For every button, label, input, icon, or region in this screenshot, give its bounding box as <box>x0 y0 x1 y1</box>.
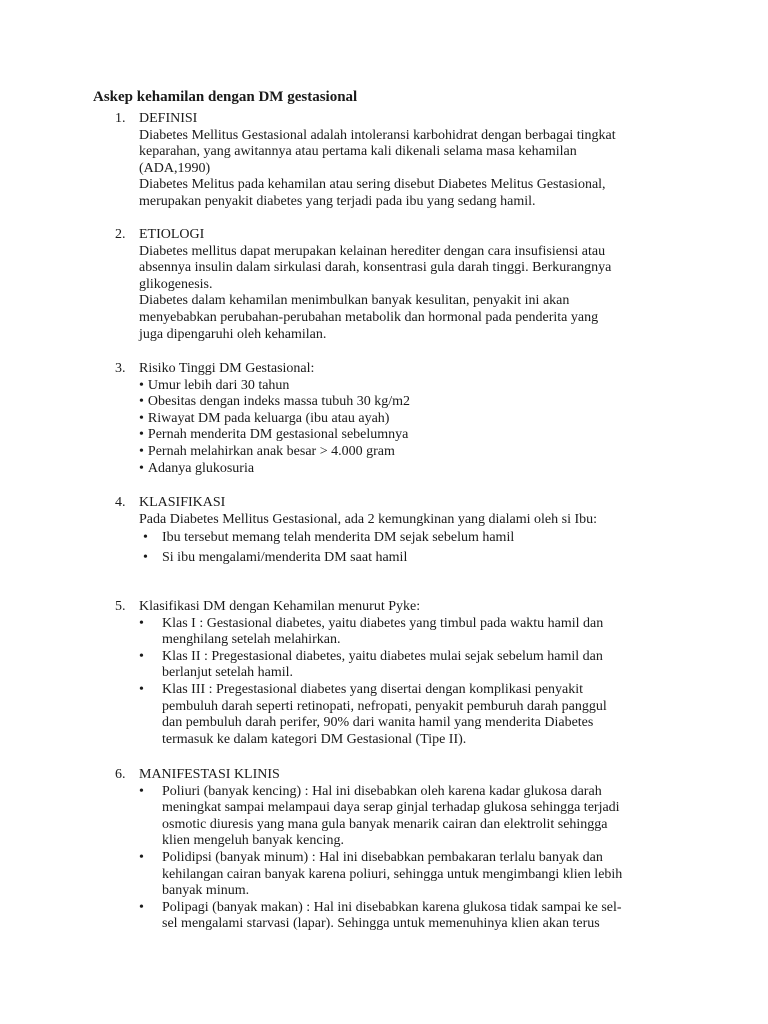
list-item-text: Obesitas dengan indeks massa tubuh 30 kg/m2 <box>147 394 410 410</box>
bullet-icon: • <box>139 899 144 915</box>
list-item-text: Pernah menderita DM gestasional sebelumnya <box>147 427 409 443</box>
paragraph-line: merupakan penyakit diabetes yang terjadi pada ibu yang sedang hamil. <box>139 193 536 209</box>
bullet-icon: • <box>139 681 144 697</box>
list-item <box>139 550 679 567</box>
bullet-icon: • <box>139 783 144 799</box>
list-item-text: Adanya glukosuria <box>147 460 255 476</box>
list-item <box>139 427 679 444</box>
bullet-icon: • <box>143 530 148 546</box>
list-item <box>139 394 679 411</box>
list-item-text: Polidipsi (banyak minum) : Hal ini disebabkan pembakaran terlalu banyak dan <box>162 849 603 865</box>
list-item-text: Pernah melahirkan anak besar > 4.000 gram <box>147 443 395 459</box>
bullet-icon <box>139 378 148 393</box>
list-item-text: pembuluh darah seperti retinopati, nefropati, penyakit pemburuh darah panggul <box>162 698 607 714</box>
paragraph-line: glikogenesis. <box>139 276 213 292</box>
list-item <box>139 616 679 649</box>
pyke-list <box>139 616 679 749</box>
section-body <box>139 227 679 343</box>
section-body <box>139 361 679 477</box>
list-item <box>139 682 679 748</box>
bullet-icon <box>139 444 148 459</box>
bullet-icon <box>139 427 148 442</box>
list-item-text: dan pembuluh darah perifer, 90% dari wanita hamil yang menderita Diabetes <box>162 715 594 731</box>
list-item-text: Klas II : Pregestasional diabetes, yaitu diabetes mulai sejak sebelum hamil dan <box>162 648 603 664</box>
classification-list <box>139 530 679 566</box>
list-item <box>139 850 679 900</box>
list-item <box>139 461 679 478</box>
list-item-text: termasuk ke dalam kategori DM Gestasional (Tipe II). <box>162 731 467 747</box>
bullet-icon <box>139 461 148 476</box>
list-item-text: Riwayat DM pada keluarga (ibu atau ayah) <box>147 410 390 426</box>
list-item <box>139 378 679 395</box>
manifestasi-list <box>139 784 679 933</box>
section-heading: Klasifikasi DM dengan Kehamilan menurut Pyke: <box>139 599 421 614</box>
section-number: 6. <box>115 767 126 782</box>
section-number: 4. <box>115 495 126 510</box>
bullet-icon <box>139 411 148 426</box>
paragraph-line: Diabetes Melitus pada kehamilan atau sering disebut Diabetes Melitus Gestasional, <box>139 177 606 193</box>
section-body <box>139 111 679 211</box>
section-heading: DEFINISI <box>139 111 198 126</box>
list-item <box>139 411 679 428</box>
document-title: Askep kehamilan dengan DM gestasional <box>93 89 358 105</box>
bullet-icon: • <box>139 648 144 664</box>
paragraph-line: Diabetes Mellitus Gestasional adalah intoleransi karbohidrat dengan berbagai tingkat <box>139 127 616 143</box>
list-item-text: meningkat sampai melampaui daya serap ginjal terhadap glukosa sehingga terjadi <box>162 800 620 816</box>
bullet-icon: • <box>139 615 144 631</box>
bullet-icon: • <box>139 849 144 865</box>
paragraph-line: keparahan, yang awitannya atau pertama kali dikenali selama masa kehamilan <box>139 144 577 160</box>
section-number: 2. <box>115 227 126 242</box>
section-body <box>139 599 679 748</box>
section-body <box>139 495 679 566</box>
list-item-text: osmotic diuresis yang mana gula banyak menarik cairan dan elektrolit sehingga <box>162 816 608 832</box>
section-body <box>139 767 679 933</box>
list-item-text: Polipagi (banyak makan) : Hal ini disebabkan karena glukosa tidak sampai ke sel- <box>162 899 622 915</box>
paragraph-line: Diabetes dalam kehamilan menimbulkan banyak kesulitan, penyakit ini akan <box>139 293 570 309</box>
paragraph-line: menyebabkan perubahan-perubahan metabolik dan hormonal pada penderita yang <box>139 309 599 325</box>
paragraph-line: Diabetes mellitus dapat merupakan kelainan herediter dengan cara insufisiensi atau <box>139 243 606 259</box>
list-item-text: sel mengalami starvasi (lapar). Sehingga untuk memenuhinya klien akan terus <box>162 916 600 932</box>
section-number: 1. <box>115 111 126 126</box>
list-item-text: kehilangan cairan banyak karena poliuri, sehingga untuk mengimbangi klien lebih <box>162 866 623 882</box>
bullet-icon: • <box>143 549 148 565</box>
list-item-text: Ibu tersebut memang telah menderita DM sejak sebelum hamil <box>162 530 515 546</box>
list-item-text: Umur lebih dari 30 tahun <box>147 377 290 393</box>
bullet-icon <box>139 394 148 409</box>
section-heading: Risiko Tinggi DM Gestasional: <box>139 361 315 376</box>
paragraph-line: juga dipengaruhi oleh kehamilan. <box>139 326 327 342</box>
list-item <box>139 784 679 850</box>
section-number: 3. <box>115 361 126 376</box>
list-item-text: Si ibu mengalami/menderita DM saat hamil <box>162 549 408 565</box>
section-heading: MANIFESTASI KLINIS <box>139 767 280 782</box>
paragraph-line: absennya insulin dalam sirkulasi darah, konsentrasi gula darah tinggi. Berkurangnya <box>139 260 612 276</box>
list-item-text: klien mengeluh banyak kencing. <box>162 833 344 849</box>
list-item-text: banyak minum. <box>162 883 250 899</box>
list-item-text: berlanjut setelah hamil. <box>162 665 294 681</box>
list-item <box>139 444 679 461</box>
risk-list <box>139 378 679 478</box>
section-heading: KLASIFIKASI <box>139 495 226 510</box>
list-item-text: menghilang setelah melahirkan. <box>162 632 341 648</box>
list-item <box>139 530 679 547</box>
section-heading: ETIOLOGI <box>139 227 205 242</box>
paragraph-line: (ADA,1990) <box>139 160 211 176</box>
section-number: 5. <box>115 599 126 614</box>
list-item <box>139 900 679 933</box>
paragraph-line: Pada Diabetes Mellitus Gestasional, ada 2 kemungkinan yang dialami oleh si Ibu: <box>139 511 598 527</box>
list-item-text: Klas III : Pregestasional diabetes yang disertai dengan komplikasi penyakit <box>162 681 584 697</box>
list-item-text: Poliuri (banyak kencing) : Hal ini disebabkan oleh karena kadar glukosa darah <box>162 783 602 799</box>
list-item-text: Klas I : Gestasional diabetes, yaitu diabetes yang timbul pada waktu hamil dan <box>162 615 604 631</box>
list-item <box>139 649 679 682</box>
